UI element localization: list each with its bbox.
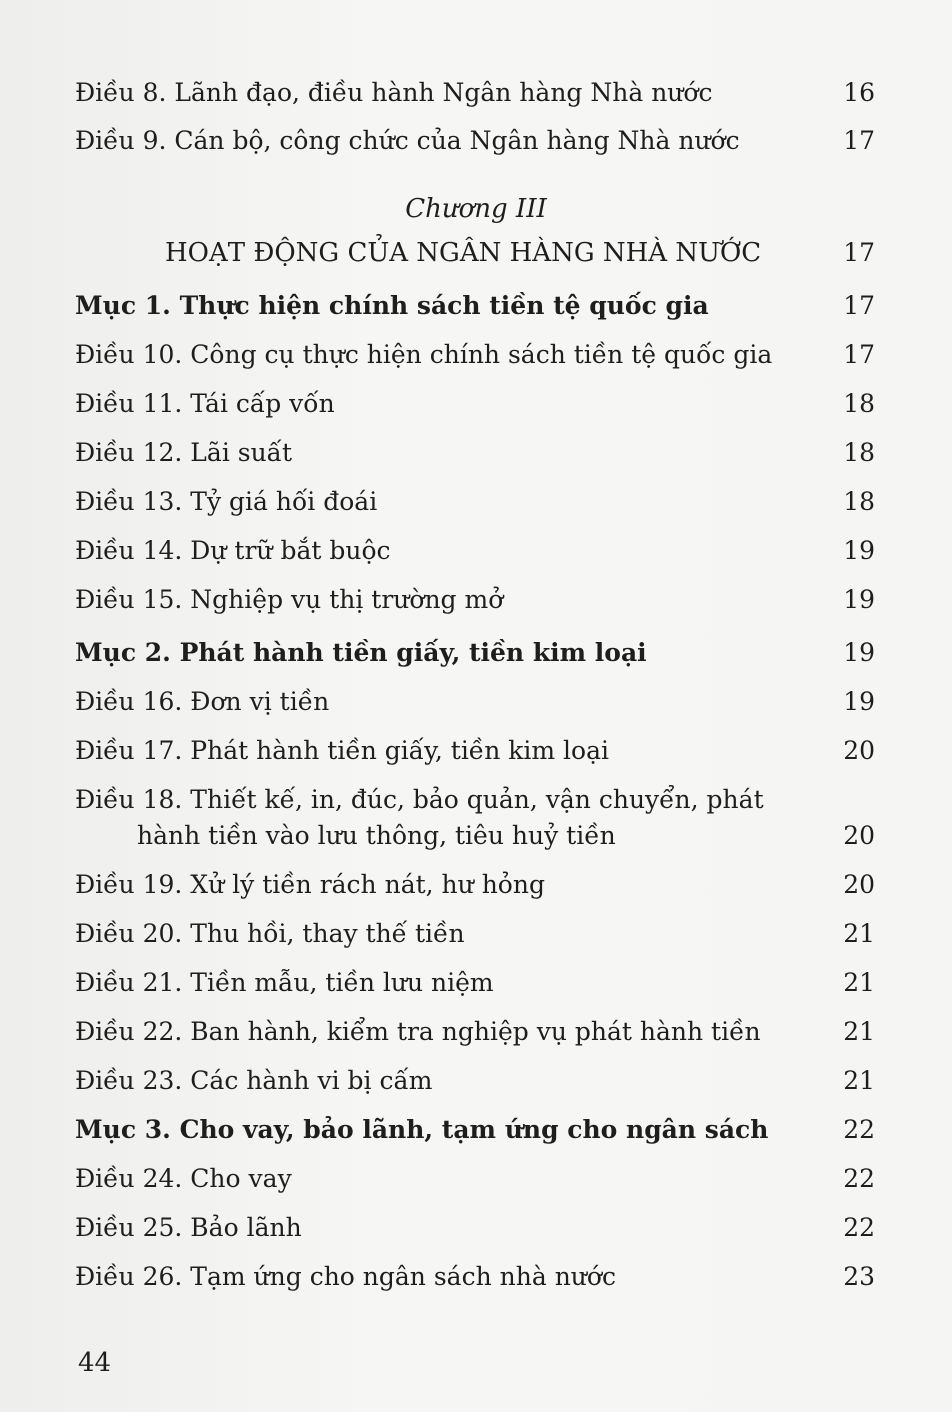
toc-entry-title: Điều 24. Cho vay bbox=[75, 1164, 292, 1193]
toc-section-page: 22 bbox=[843, 1115, 875, 1144]
toc-section-title: Mục 2. Phát hành tiền giấy, tiền kim loại bbox=[75, 638, 647, 667]
toc-entry-title: Điều 17. Phát hành tiền giấy, tiền kim loại bbox=[75, 736, 609, 765]
toc-entry-title: Điều 11. Tái cấp vốn bbox=[75, 389, 335, 418]
toc-entry-title: Điều 16. Đơn vị tiền bbox=[75, 687, 330, 716]
toc-section-title: Mục 1. Thực hiện chính sách tiền tệ quốc gia bbox=[75, 291, 709, 320]
toc-entry-page: 21 bbox=[843, 1066, 875, 1095]
toc-entry-page: 20 bbox=[843, 870, 875, 899]
chapter-page: 17 bbox=[843, 238, 875, 267]
toc-entry-title: Điều 12. Lãi suất bbox=[75, 438, 293, 467]
toc-entry-title: Điều 8. Lãnh đạo, điều hành Ngân hàng Nhà nước bbox=[75, 78, 713, 107]
toc-entry-page: 20 bbox=[843, 821, 875, 850]
toc-entry-page: 19 bbox=[843, 687, 875, 716]
toc-section-page: 19 bbox=[843, 638, 875, 667]
toc-entry-title: Điều 10. Công cụ thực hiện chính sách tiền tệ quốc gia bbox=[75, 340, 773, 369]
toc-entry-title: Điều 23. Các hành vi bị cấm bbox=[75, 1066, 433, 1095]
toc-entry-page: 17 bbox=[843, 340, 875, 369]
toc-section-title: Mục 3. Cho vay, bảo lãnh, tạm ứng cho ngân sách bbox=[75, 1115, 769, 1144]
toc-entry-page: 22 bbox=[843, 1213, 875, 1242]
toc-entry-title: Điều 26. Tạm ứng cho ngân sách nhà nước bbox=[75, 1262, 616, 1291]
toc-entry-page: 21 bbox=[843, 919, 875, 948]
toc-entry-page: 20 bbox=[843, 736, 875, 765]
toc-entry-page: 21 bbox=[843, 968, 875, 997]
toc-entry-page: 17 bbox=[843, 126, 875, 155]
toc-entry-page: 16 bbox=[843, 78, 875, 107]
toc-entry-article-18-line2: hành tiền vào lưu thông, tiêu huỷ tiền bbox=[137, 821, 616, 850]
toc-entry-page: 21 bbox=[843, 1017, 875, 1046]
toc-entry-title: Điều 13. Tỷ giá hối đoái bbox=[75, 487, 378, 516]
chapter-label: Chương III bbox=[405, 194, 547, 224]
toc-entry-title: Điều 18. Thiết kế, in, đúc, bảo quản, vận chuyển, phát bbox=[75, 785, 764, 814]
toc-section-page: 17 bbox=[843, 291, 875, 320]
toc-entry-title: Điều 25. Bảo lãnh bbox=[75, 1213, 302, 1242]
toc-entry-title: Điều 9. Cán bộ, công chức của Ngân hàng Nhà nước bbox=[75, 126, 740, 155]
toc-entry-page: 22 bbox=[843, 1164, 875, 1193]
toc-entry-page: 18 bbox=[843, 438, 875, 467]
toc-entry-title: Điều 20. Thu hồi, thay thế tiền bbox=[75, 919, 465, 948]
toc-entry-title: Điều 14. Dự trữ bắt buộc bbox=[75, 536, 391, 565]
toc-entry-page: 19 bbox=[843, 585, 875, 614]
toc-entry-title: Điều 15. Nghiệp vụ thị trường mở bbox=[75, 585, 504, 614]
toc-entry-title: Điều 19. Xử lý tiền rách nát, hư hỏng bbox=[75, 870, 545, 899]
page-number: 44 bbox=[78, 1348, 112, 1378]
toc-entry-page: 18 bbox=[843, 487, 875, 516]
toc-entry-page: 18 bbox=[843, 389, 875, 418]
toc-entry-title: Điều 22. Ban hành, kiểm tra nghiệp vụ phát hành tiền bbox=[75, 1017, 761, 1046]
chapter-title: HOẠT ĐỘNG CỦA NGÂN HÀNG NHÀ NƯỚC bbox=[165, 238, 762, 268]
toc-entry-page: 23 bbox=[843, 1262, 875, 1291]
toc-entry-title: Điều 21. Tiền mẫu, tiền lưu niệm bbox=[75, 968, 494, 997]
toc-entry-page: 19 bbox=[843, 536, 875, 565]
